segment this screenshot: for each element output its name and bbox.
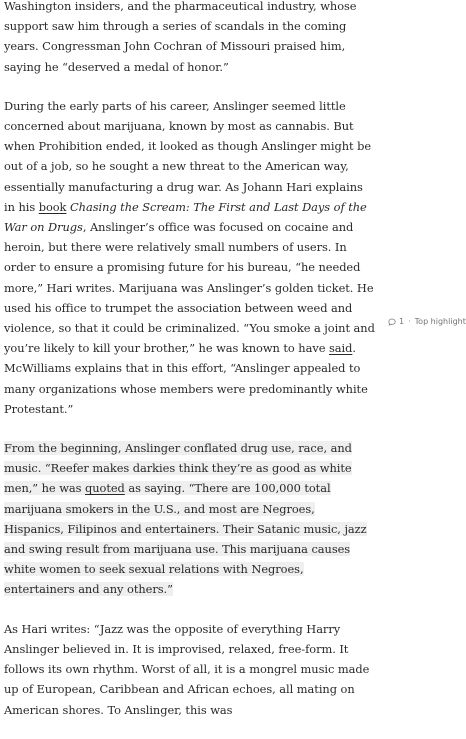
book-link[interactable]: book	[38, 199, 67, 214]
article-body	[4, 0, 376, 739]
highlight-text-a: From the beginning, Anslinger conflated drug use, race, and music. “Reefer makes darkies think they’re as good as white men,” he was	[4, 441, 352, 496]
paragraph-3-highlighted[interactable]	[4, 438, 376, 600]
top-highlight-label: Top highlight	[414, 317, 466, 326]
highlight-count: 1	[399, 317, 405, 326]
annotation-separator: ·	[408, 317, 411, 326]
paragraph-1-text: Washington insiders, and the pharmaceutical industry, whose support saw him through a series of scandals in the coming years. Congressman John Cochran of Missouri praised him, saying he “deserved a medal of honor.”	[4, 0, 357, 74]
top-highlight-annotation[interactable]	[388, 317, 466, 326]
paragraph-1	[4, 0, 376, 77]
paragraph-2-text-d: . McWilliams explains that in this effort, “Anslinger appealed to many organizations whose members were predominantly white Protestant.”	[4, 341, 368, 416]
paragraph-4-text: As Hari writes: “Jazz was the opposite of everything Harry Anslinger believed in. It is improvised, relaxed, free-form. It follows its own rhythm. Worst of all, it is a mongrel music made up of European, Caribbean and African echoes, all mating on American shores. To Anslinger, this was	[4, 621, 370, 717]
comment-bubble-icon	[388, 318, 396, 326]
paragraph-4	[4, 619, 376, 720]
quoted-link[interactable]: quoted	[85, 481, 125, 496]
paragraph-2-text-a: During the early parts of his career, Anslinger seemed little concerned about marijuana, known by most as cannabis. But when Prohibition ended, it looked as though Anslinger might be out of a job, so he sought a new threat to the American way, essentially manufacturing a drug war. As Johann Hari explains in his	[4, 98, 372, 214]
highlight-text-b: as saying. “There are 100,000 total marijuana smokers in the U.S., and most are Negroes, Hispanics, Filipinos and entertainers. Their Satanic music, jazz and swing result from marijuana use. This marijuana causes white women to seek sexual relations with Negroes, entertainers and any others.”	[4, 481, 367, 597]
said-link[interactable]: said	[328, 341, 353, 356]
book-title: Chasing the Scream: The First and Last Days of the War on Drugs	[4, 199, 367, 235]
paragraph-2	[4, 96, 376, 419]
paragraph-2-text-c: , Anslinger’s office was focused on cocaine and heroin, but there were relatively small numbers of users. In order to ensure a promising future for his bureau, “he needed more,” Hari writes. Marijuana was Anslinger’s golden ticket. He used his office to trumpet the association between weed and violence, so that it could be criminalized. “You smoke a joint and you’re likely to kill your brother,” he was known to have	[4, 220, 375, 356]
